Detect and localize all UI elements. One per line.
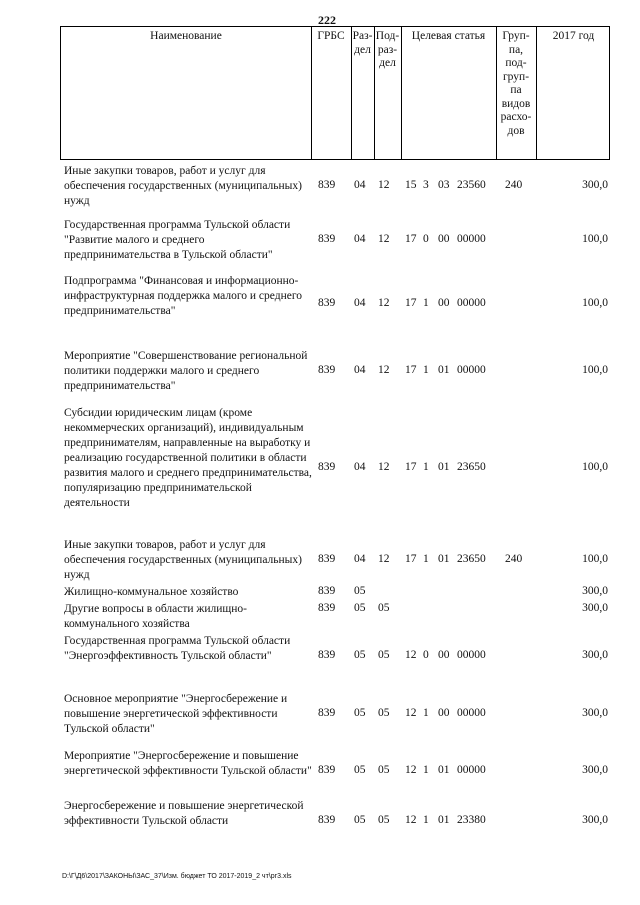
- table-header: [60, 26, 610, 160]
- podrazdel-cell: 12: [378, 364, 390, 376]
- grbs-cell: 839: [318, 364, 336, 376]
- podrazdel-cell: 05: [378, 814, 390, 826]
- razdel-cell: 04: [354, 179, 366, 191]
- grbs-cell: 839: [318, 764, 336, 776]
- event-code-cell: 03: [438, 179, 450, 191]
- row-name: Иные закупки товаров, работ и услуг для обеспечения государственных (муниципальных) нужд: [64, 165, 302, 207]
- subprogram-code-cell: 0: [423, 649, 429, 661]
- row-name: Другие вопросы в области жилищно-коммунального хозяйства: [64, 603, 247, 630]
- header-target-article: Целевая статья: [411, 30, 486, 42]
- razdel-cell: 05: [354, 764, 366, 776]
- grbs-cell: 839: [318, 297, 336, 309]
- event-code-cell: 00: [438, 649, 450, 661]
- header-razdel: Раз- дел: [352, 30, 373, 56]
- program-code-cell: 17: [405, 461, 417, 473]
- program-code-cell: 15: [405, 179, 417, 191]
- expense-type-cell: 240: [505, 179, 523, 191]
- expense-type-cell: 240: [505, 553, 523, 565]
- amount-cell: 100,0: [582, 364, 608, 376]
- direction-code-cell: 00000: [457, 364, 486, 376]
- subprogram-code-cell: 0: [423, 233, 429, 245]
- row-name: Основное мероприятие "Энергосбережение и повышение энергетической эффективности Тульской области": [64, 693, 288, 735]
- row-name: Энергосбережение и повышение энергетической эффективности Тульской области: [64, 800, 304, 827]
- grbs-cell: 839: [318, 585, 336, 597]
- event-code-cell: 01: [438, 814, 450, 826]
- podrazdel-cell: 05: [378, 602, 390, 614]
- grbs-cell: 839: [318, 814, 336, 826]
- direction-code-cell: 23650: [457, 461, 486, 473]
- razdel-cell: 04: [354, 233, 366, 245]
- amount-cell: 300,0: [582, 649, 608, 661]
- header-grbs: ГРБС: [317, 30, 345, 42]
- event-code-cell: 00: [438, 707, 450, 719]
- subprogram-code-cell: 1: [423, 764, 429, 776]
- page-number: 222: [318, 13, 336, 27]
- podrazdel-cell: 12: [378, 179, 390, 191]
- event-code-cell: 00: [438, 233, 450, 245]
- razdel-cell: 04: [354, 297, 366, 309]
- direction-code-cell: 23650: [457, 553, 486, 565]
- file-path-footer: D:\Г\Д6\2017\ЗАКОНЫ\ЗАС_37\Изм. бюджет ТО 2017-2019_2 чт\рг3.xls: [62, 873, 292, 880]
- program-code-cell: 12: [405, 764, 417, 776]
- amount-cell: 100,0: [582, 233, 608, 245]
- grbs-cell: 839: [318, 649, 336, 661]
- amount-cell: 100,0: [582, 297, 608, 309]
- grbs-cell: 839: [318, 602, 336, 614]
- razdel-cell: 05: [354, 814, 366, 826]
- direction-code-cell: 23560: [457, 179, 486, 191]
- row-name: Мероприятие "Энергосбережение и повышение энергетической эффективности Тульской области": [64, 750, 312, 777]
- program-code-cell: 12: [405, 814, 417, 826]
- direction-code-cell: 00000: [457, 233, 486, 245]
- direction-code-cell: 00000: [457, 297, 486, 309]
- row-name: Субсидии юридическим лицам (кроме некоммерческих организаций), индивидуальным предпринимателям, направленные на выработку и реализацию государственной политики в области развития малого и среднего предпринимательства, популяризацию предпринимательской деятельности: [64, 407, 312, 509]
- direction-code-cell: 00000: [457, 649, 486, 661]
- amount-cell: 300,0: [582, 585, 608, 597]
- program-code-cell: 17: [405, 297, 417, 309]
- row-name: Государственная программа Тульской области "Энергоэффективность Тульской области": [64, 635, 291, 662]
- event-code-cell: 01: [438, 764, 450, 776]
- direction-code-cell: 00000: [457, 707, 486, 719]
- amount-cell: 300,0: [582, 814, 608, 826]
- subprogram-code-cell: 1: [423, 707, 429, 719]
- podrazdel-cell: 05: [378, 764, 390, 776]
- podrazdel-cell: 12: [378, 553, 390, 565]
- subprogram-code-cell: 1: [423, 814, 429, 826]
- razdel-cell: 05: [354, 649, 366, 661]
- razdel-cell: 04: [354, 553, 366, 565]
- amount-cell: 300,0: [582, 764, 608, 776]
- program-code-cell: 17: [405, 553, 417, 565]
- subprogram-code-cell: 3: [423, 179, 429, 191]
- grbs-cell: 839: [318, 707, 336, 719]
- razdel-cell: 04: [354, 461, 366, 473]
- amount-cell: 100,0: [582, 461, 608, 473]
- amount-cell: 100,0: [582, 553, 608, 565]
- grbs-cell: 839: [318, 461, 336, 473]
- row-name: Мероприятие "Совершенствование региональной политики поддержки малого и среднего предпринимательства": [64, 350, 308, 392]
- event-code-cell: 01: [438, 364, 450, 376]
- program-code-cell: 17: [405, 233, 417, 245]
- row-name: Жилищно-коммунальное хозяйство: [64, 586, 239, 598]
- podrazdel-cell: 05: [378, 707, 390, 719]
- razdel-cell: 05: [354, 602, 366, 614]
- podrazdel-cell: 12: [378, 233, 390, 245]
- razdel-cell: 05: [354, 585, 366, 597]
- row-name: Государственная программа Тульской области "Развитие малого и среднего предпринимательства в Тульской области": [64, 219, 291, 261]
- amount-cell: 300,0: [582, 707, 608, 719]
- header-podrazdel: Под- раз- дел: [375, 30, 400, 69]
- subprogram-code-cell: 1: [423, 297, 429, 309]
- subprogram-code-cell: 1: [423, 553, 429, 565]
- event-code-cell: 01: [438, 461, 450, 473]
- program-code-cell: 12: [405, 649, 417, 661]
- podrazdel-cell: 12: [378, 461, 390, 473]
- subprogram-code-cell: 1: [423, 364, 429, 376]
- header-year-2017: 2017 год: [552, 30, 595, 42]
- row-name: Иные закупки товаров, работ и услуг для обеспечения государственных (муниципальных) нужд: [64, 539, 302, 581]
- grbs-cell: 839: [318, 233, 336, 245]
- direction-code-cell: 23380: [457, 814, 486, 826]
- row-name: Подпрограмма "Финансовая и информационно-инфраструктурная поддержка малого и среднего предпринимательства": [64, 275, 303, 317]
- header-expense-group: Груп- па, под- груп- па видов расхо- дов: [500, 30, 532, 137]
- program-code-cell: 12: [405, 707, 417, 719]
- amount-cell: 300,0: [582, 179, 608, 191]
- podrazdel-cell: 12: [378, 297, 390, 309]
- grbs-cell: 839: [318, 179, 336, 191]
- direction-code-cell: 00000: [457, 764, 486, 776]
- razdel-cell: 04: [354, 364, 366, 376]
- event-code-cell: 00: [438, 297, 450, 309]
- podrazdel-cell: 05: [378, 649, 390, 661]
- header-name: Наименование: [150, 30, 222, 42]
- grbs-cell: 839: [318, 553, 336, 565]
- program-code-cell: 17: [405, 364, 417, 376]
- razdel-cell: 05: [354, 707, 366, 719]
- amount-cell: 300,0: [582, 602, 608, 614]
- subprogram-code-cell: 1: [423, 461, 429, 473]
- event-code-cell: 01: [438, 553, 450, 565]
